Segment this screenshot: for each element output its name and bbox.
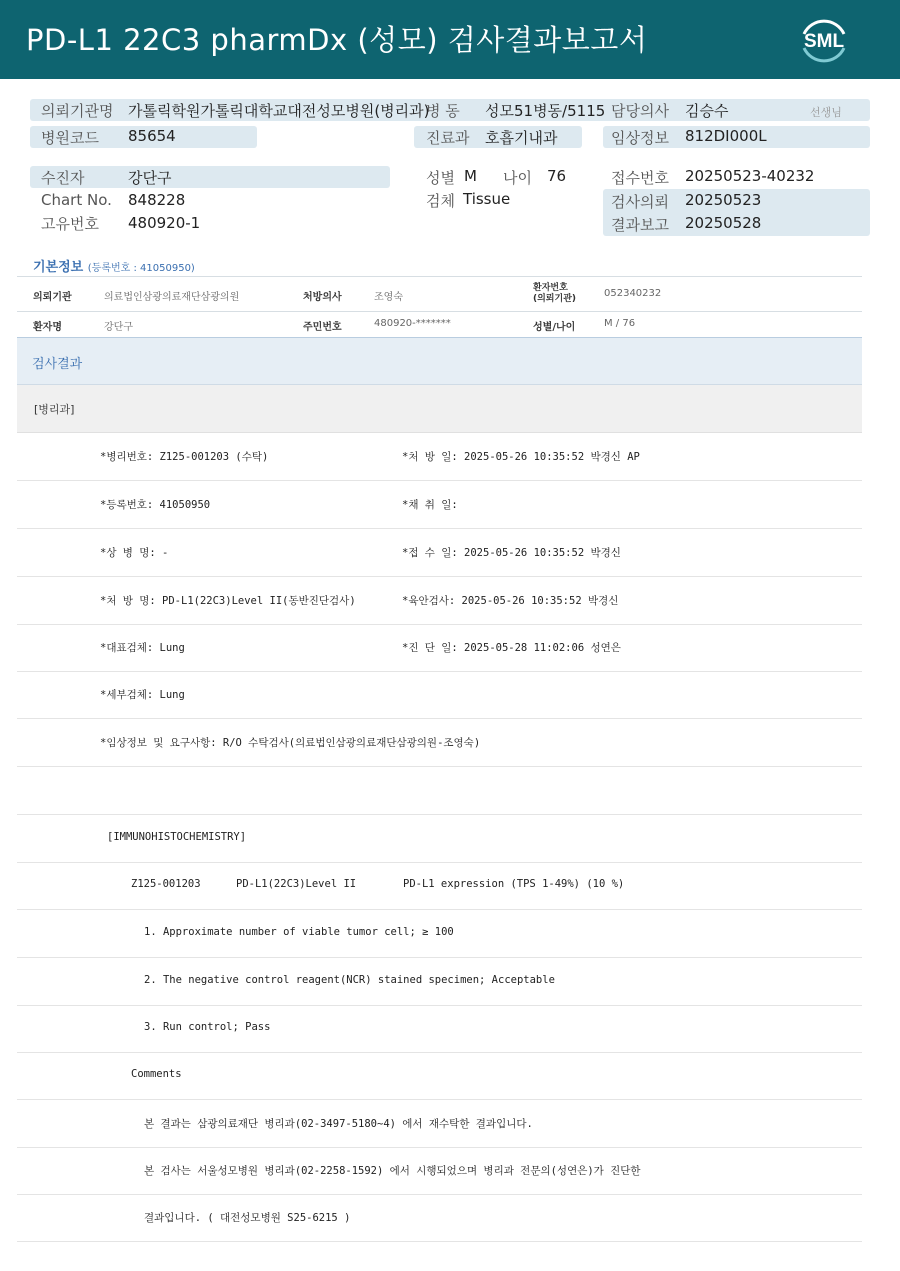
sml-logo-icon bbox=[795, 12, 853, 68]
comment-line: 결과입니다. ( 대전성모병원 S25-6215 ) bbox=[144, 1212, 351, 1224]
report-header bbox=[0, 0, 900, 79]
ihc-item: 3. Run control; Pass bbox=[144, 1021, 271, 1033]
result-section-header bbox=[17, 337, 862, 385]
receipt-label: 접수번호 bbox=[611, 169, 669, 187]
age-value: 76 bbox=[547, 167, 567, 185]
registration-line: *등록번호: 41050950 bbox=[100, 499, 211, 511]
comments-label: Comments bbox=[131, 1068, 182, 1080]
representative-specimen: *대표검체: Lung bbox=[100, 642, 185, 654]
request-label: 검사의뢰 bbox=[611, 193, 669, 211]
table-row bbox=[17, 1147, 862, 1195]
table-row bbox=[17, 862, 862, 910]
result-section-title: 검사결과 bbox=[32, 357, 83, 372]
request-value: 20250523 bbox=[685, 191, 762, 209]
basic-info-heading: 기본정보 bbox=[33, 260, 84, 275]
hospital-code-value: 85654 bbox=[128, 127, 176, 145]
clinical-label: 임상정보 bbox=[611, 129, 669, 147]
table-row bbox=[17, 481, 862, 529]
diagnosis-name: *상 병 명: - bbox=[100, 547, 169, 559]
table-row bbox=[17, 529, 862, 577]
hospital-code-label: 병원코드 bbox=[41, 129, 99, 147]
prescription-date: *처 방 일: 2025-05-26 10:35:52 박경신 AP bbox=[402, 451, 640, 463]
uid-value: 480920-1 bbox=[128, 214, 201, 232]
ward-label: 병 동 bbox=[426, 102, 460, 120]
receipt-date: *접 수 일: 2025-05-26 10:35:52 박경신 bbox=[402, 547, 621, 559]
basic-patient-no-label bbox=[533, 283, 576, 305]
gross-exam-date: *육안검사: 2025-05-26 10:35:52 박경신 bbox=[402, 595, 619, 607]
table-row bbox=[17, 1194, 862, 1242]
basic-rrn-label: 주민번호 bbox=[303, 322, 342, 333]
comment-line: 본 결과는 삼광의료재단 병리과(02-3497-5180~4) 에서 재수탁한 결과입니다. bbox=[144, 1118, 533, 1130]
department-label: 진료과 bbox=[426, 129, 470, 147]
basic-pt-name-label: 환자명 bbox=[33, 322, 62, 333]
divider bbox=[17, 276, 862, 277]
doctor-value: 김승수 bbox=[685, 102, 729, 120]
table-row bbox=[17, 624, 862, 672]
basic-rx-doctor-label: 처방의사 bbox=[303, 292, 342, 303]
report-title: PD-L1 22C3 pharmDx (성모) 검사결과보고서 bbox=[26, 23, 648, 57]
basic-info-title bbox=[33, 256, 195, 275]
table-row bbox=[17, 1005, 862, 1053]
receipt-value: 20250523-40232 bbox=[685, 167, 815, 185]
ihc-result: PD-L1 expression (TPS 1-49%) (10 %) bbox=[403, 878, 625, 890]
age-label: 나이 bbox=[503, 169, 532, 187]
ward-value: 성모51병동/5115 bbox=[485, 102, 606, 120]
sml-logo-text: SML bbox=[803, 31, 845, 52]
ihc-title: [IMMUNOHISTOCHEMISTRY] bbox=[107, 831, 247, 843]
institution-value: 가톨릭학원가톨릭대학교대전성모병원(병리과) bbox=[128, 102, 430, 120]
institution-label: 의뢰기관명 bbox=[41, 102, 114, 120]
sex-label: 성별 bbox=[426, 169, 455, 187]
pathology-number: *병리번호: Z125-001203 (수탁) bbox=[100, 451, 269, 463]
department-value: 호흡기내과 bbox=[485, 129, 558, 147]
table-row bbox=[17, 671, 862, 719]
collection-date: *채 취 일: bbox=[402, 499, 458, 511]
chart-label: Chart No. bbox=[41, 191, 112, 209]
table-row bbox=[17, 958, 862, 1006]
basic-sexage-value: M / 76 bbox=[604, 318, 636, 329]
table-row bbox=[17, 1052, 862, 1100]
table-row bbox=[17, 433, 862, 481]
comment-line: 본 검사는 서울성모병원 병리과(02-2258-1592) 에서 시행되었으며 병리과 전문의(성연은)가 진단한 bbox=[144, 1165, 641, 1177]
report-date-label: 결과보고 bbox=[611, 216, 669, 234]
basic-rrn-value: 480920-******* bbox=[374, 318, 451, 329]
basic-patient-no-label-1: 환자번호 bbox=[533, 283, 568, 293]
prescription-name: *처 방 명: PD-L1(22C3)Level II(동반진단검사) bbox=[100, 595, 356, 607]
basic-patient-no-label-2: (의뢰기관) bbox=[533, 294, 577, 304]
table-row bbox=[17, 577, 862, 625]
divider bbox=[17, 311, 862, 312]
patient-name-label: 수진자 bbox=[41, 169, 85, 187]
department-header bbox=[17, 385, 862, 433]
specimen-value: Tissue bbox=[463, 190, 511, 208]
table-row bbox=[17, 719, 862, 767]
ihc-test: PD-L1(22C3)Level II bbox=[236, 878, 357, 890]
ihc-item: 2. The negative control reagent(NCR) stained specimen; Acceptable bbox=[144, 974, 555, 986]
specimen-label: 검체 bbox=[426, 192, 455, 210]
basic-patient-no-value: 052340232 bbox=[604, 288, 662, 299]
uid-label: 고유번호 bbox=[41, 215, 99, 233]
doctor-label: 담당의사 bbox=[611, 102, 669, 120]
doctor-suffix: 선생님 bbox=[810, 106, 842, 119]
ihc-item: 1. Approximate number of viable tumor cell; ≥ 100 bbox=[144, 926, 454, 938]
detail-specimen: *세부검체: Lung bbox=[100, 689, 185, 701]
basic-inst-value: 의료법인삼광의료재단삼광의원 bbox=[104, 292, 240, 303]
sex-value: M bbox=[464, 167, 477, 185]
table-row bbox=[17, 767, 862, 815]
table-row bbox=[17, 1100, 862, 1148]
registration-number: (등록번호 : 41050950) bbox=[87, 263, 195, 274]
table-row bbox=[17, 910, 862, 958]
diagnosis-date: *진 단 일: 2025-05-28 11:02:06 성연은 bbox=[402, 642, 621, 654]
basic-rx-doctor-value: 조영숙 bbox=[374, 292, 403, 303]
ihc-id: Z125-001203 bbox=[131, 878, 201, 890]
department-title: [병리과] bbox=[34, 403, 75, 416]
clinical-value: 812DI000L bbox=[685, 127, 767, 145]
patient-name-value: 강단구 bbox=[128, 169, 172, 187]
table-row bbox=[17, 815, 862, 863]
clinical-request: *임상정보 및 요구사항: R/O 수탁검사(의료법인삼광의료재단삼광의원-조영숙) bbox=[100, 737, 481, 749]
basic-pt-name-value: 강단구 bbox=[104, 322, 133, 333]
report-date-value: 20250528 bbox=[685, 214, 762, 232]
basic-inst-label: 의뢰기관 bbox=[33, 292, 72, 303]
basic-sexage-label: 성별/나이 bbox=[533, 322, 576, 333]
chart-value: 848228 bbox=[128, 191, 186, 209]
